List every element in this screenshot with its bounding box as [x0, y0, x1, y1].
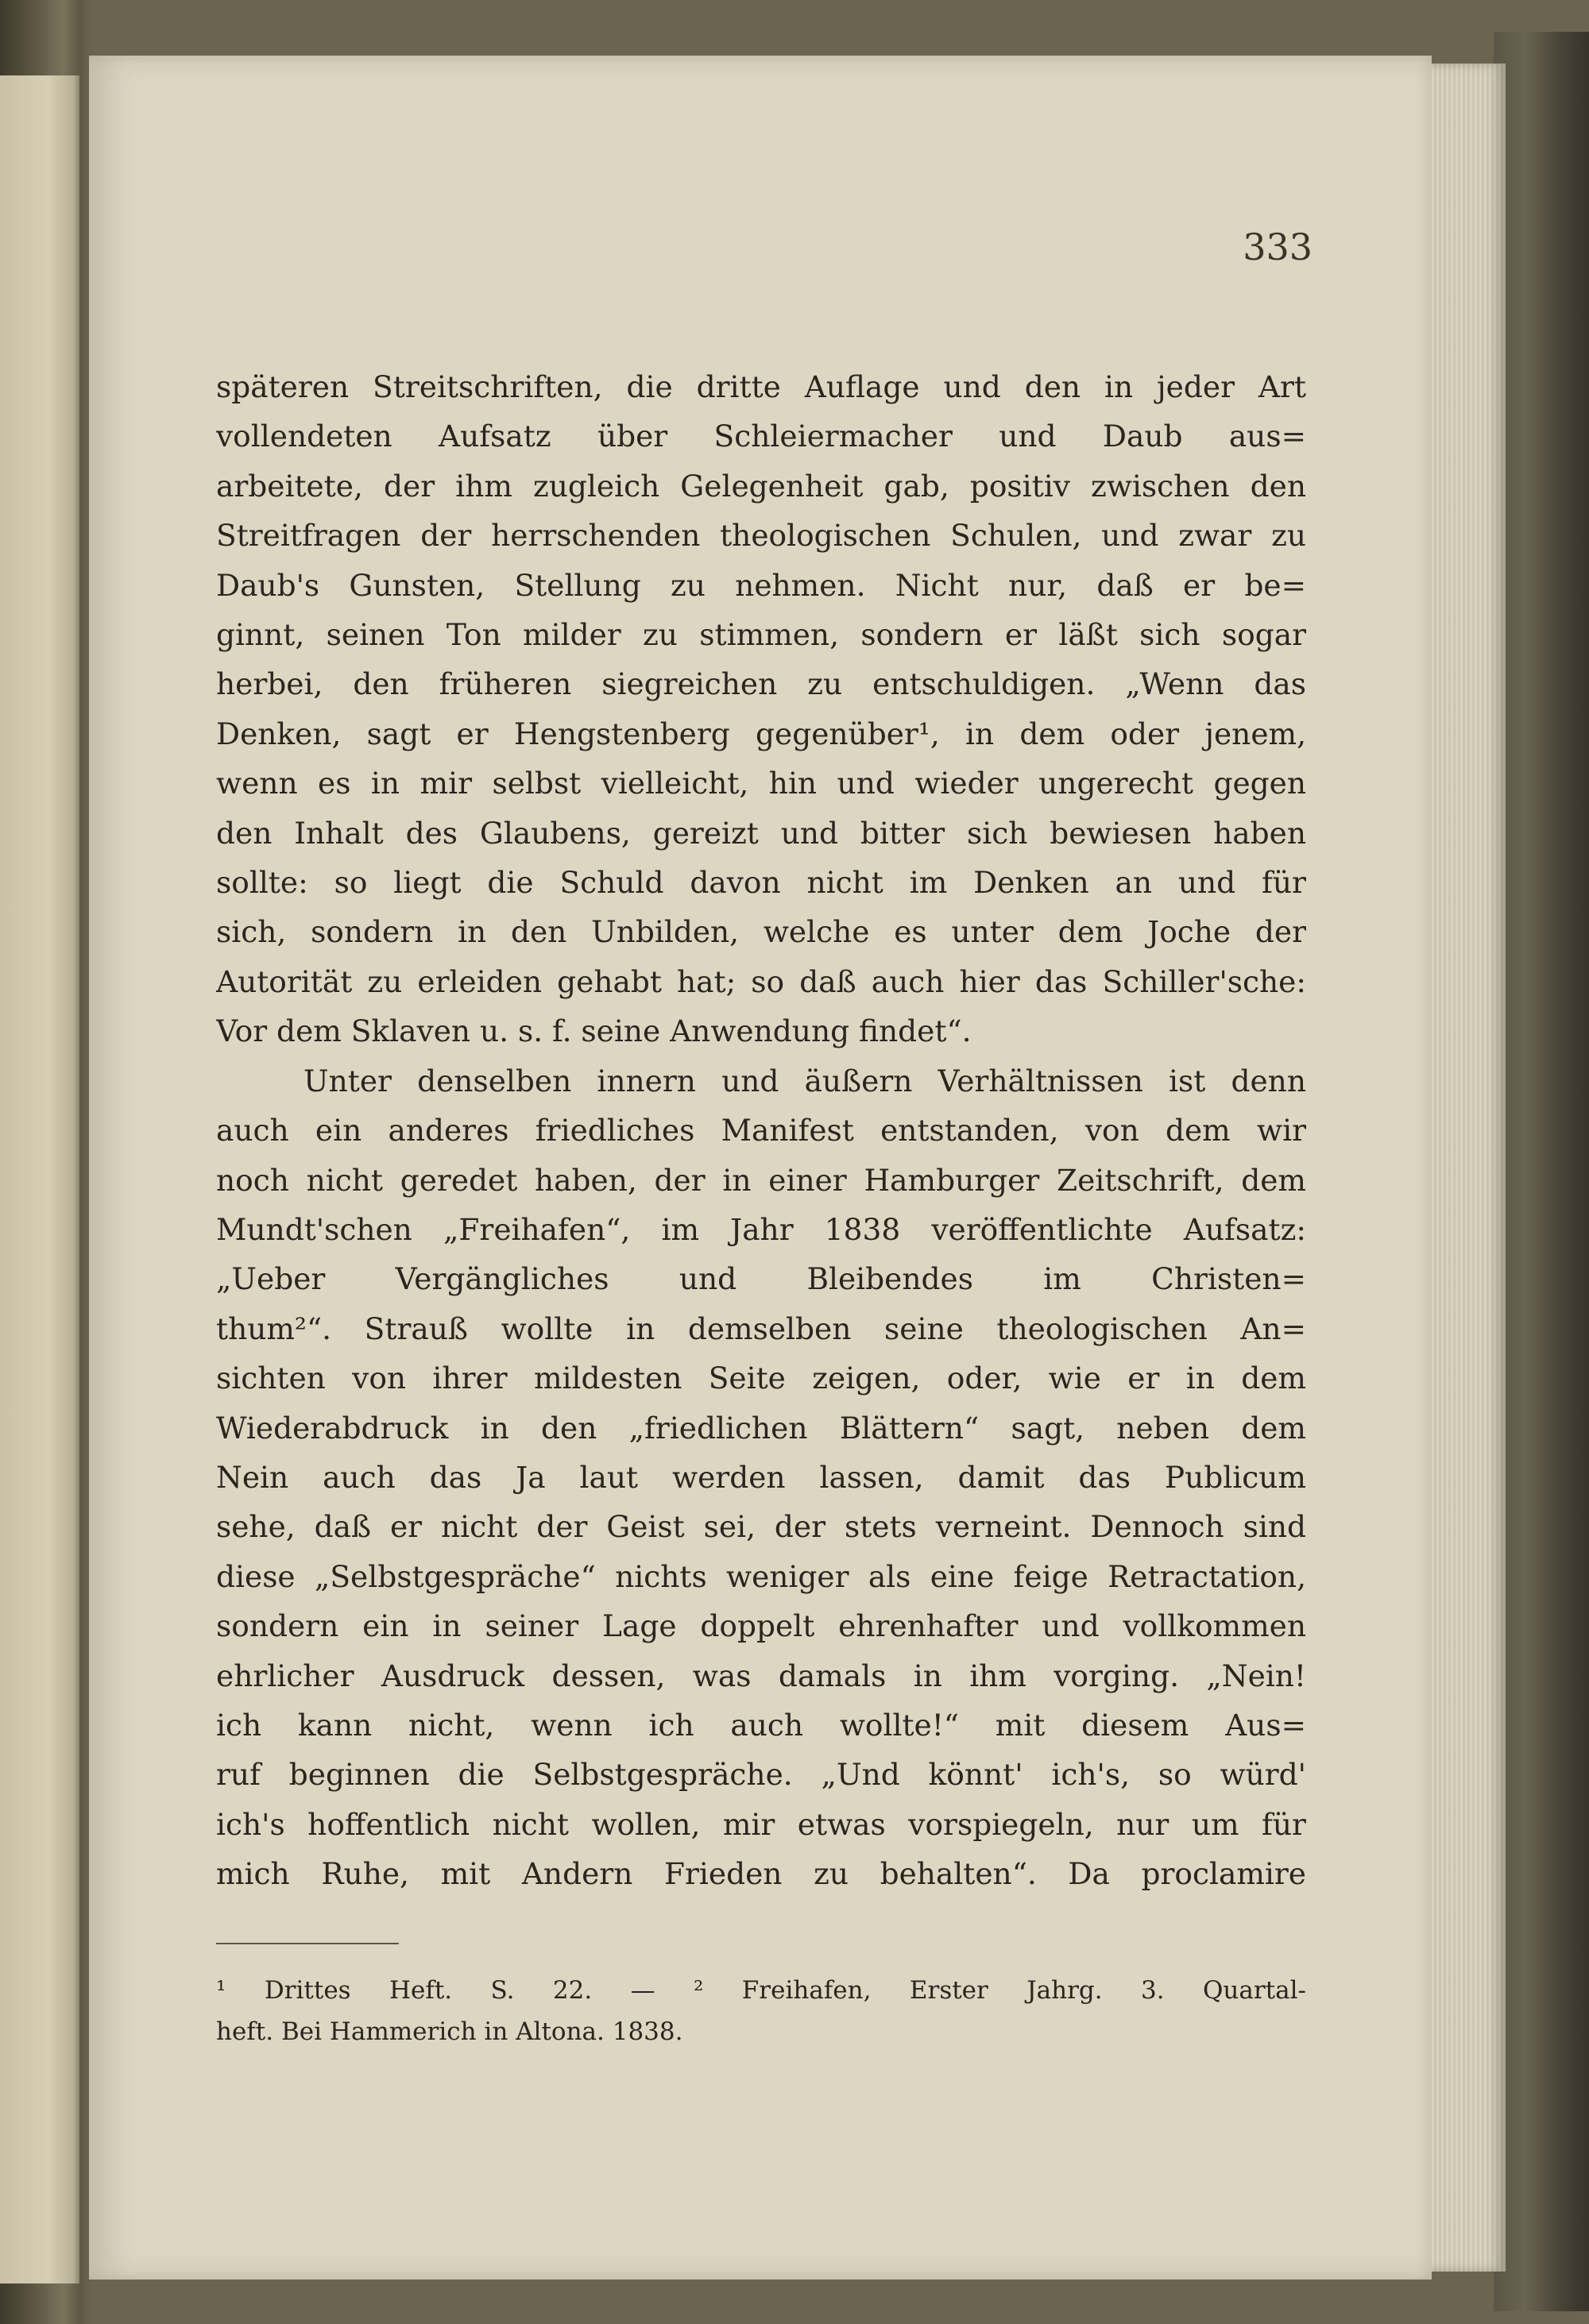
- page-stack-edge: [1422, 64, 1506, 2272]
- text-line: sehe, daß er nicht der Geist sei, der stets verneint. Dennoch sind: [216, 1509, 1306, 1545]
- text-line: ich's hoffentlich nicht wollen, mir etwas vorspiegeln, nur um für: [216, 1806, 1306, 1842]
- text-line: sondern ein in seiner Lage doppelt ehrenhafter und vollkommen: [216, 1608, 1306, 1644]
- text-line: thum²“. Strauß wollte in demselben seine theologischen An=: [216, 1311, 1306, 1346]
- text-line: wenn es in mir selbst vielleicht, hin und wieder ungerecht gegen: [216, 766, 1306, 801]
- text-line: Daub's Gunsten, Stellung zu nehmen. Nicht nur, daß er be=: [216, 567, 1306, 603]
- text-line: ehrlicher Ausdruck dessen, was damals in ihm vorging. „Nein!: [216, 1658, 1306, 1693]
- text-line: den Inhalt des Glaubens, gereizt und bitter sich bewiesen haben: [216, 815, 1306, 851]
- text-line: sichten von ihrer mildesten Seite zeigen, oder, wie er in dem: [216, 1361, 1306, 1396]
- text-line: Autorität zu erleiden gehabt hat; so daß auch hier das Schiller'sche:: [216, 963, 1306, 999]
- footnote-line: ¹ Drittes Heft. S. 22. — ² Freihafen, Erster Jahrg. 3. Quartal-: [216, 1976, 1306, 2005]
- text-line: ginnt, seinen Ton milder zu stimmen, sondern er läßt sich sogar: [216, 617, 1306, 653]
- text-line: späteren Streitschriften, die dritte Auflage und den in jeder Art: [216, 369, 1306, 404]
- text-line: ich kann nicht, wenn ich auch wollte!“ mit diesem Aus=: [216, 1707, 1306, 1743]
- text-line: sich, sondern in den Unbilden, welche es unter dem Joche der: [216, 914, 1306, 950]
- text-line: Wiederabdruck in den „friedlichen Blättern“ sagt, neben dem: [216, 1410, 1306, 1446]
- footnote-separator: [216, 1943, 399, 1944]
- text-line: vollendeten Aufsatz über Schleiermacher und Daub aus=: [216, 419, 1306, 454]
- book-page: [89, 56, 1432, 2280]
- text-line: mich Ruhe, mit Andern Frieden zu behalten“. Da proclamire: [216, 1856, 1306, 1892]
- body-text: [216, 362, 1306, 1899]
- text-line: sollte: so liegt die Schuld davon nicht im Denken an und für: [216, 865, 1306, 901]
- text-line: herbei, den früheren siegreichen zu entschuldigen. „Wenn das: [216, 666, 1306, 702]
- text-line: arbeitete, der ihm zugleich Gelegenheit gab, positiv zwischen den: [216, 468, 1306, 504]
- text-line: diese „Selbstgespräche“ nichts weniger als eine feige Retractation,: [216, 1558, 1306, 1594]
- text-line: noch nicht geredet haben, der in einer Hamburger Zeitschrift, dem: [216, 1162, 1306, 1198]
- text-line: Unter denselben innern und äußern Verhältnissen ist denn: [303, 1063, 1306, 1098]
- text-line: Vor dem Sklaven u. s. f. seine Anwendung findet“.: [216, 1013, 972, 1049]
- footnote-line: heft. Bei Hammerich in Altona. 1838.: [216, 2017, 683, 2046]
- left-page-edge: [0, 75, 79, 2283]
- text-line: „Ueber Vergängliches und Bleibendes im Christen=: [216, 1261, 1306, 1297]
- text-line: Mundt'schen „Freihafen“, im Jahr 1838 veröffentlichte Aufsatz:: [216, 1211, 1306, 1247]
- text-line: auch ein anderes friedliches Manifest entstanden, von dem wir: [216, 1113, 1306, 1148]
- page-number: 333: [1243, 226, 1313, 268]
- text-line: Nein auch das Ja laut werden lassen, damit das Publicum: [216, 1459, 1306, 1495]
- book-cover-edge: [1494, 32, 1589, 2311]
- footnotes: [216, 1970, 1306, 2052]
- text-line: Denken, sagt er Hengstenberg gegenüber¹, in dem oder jenem,: [216, 716, 1306, 751]
- text-line: ruf beginnen die Selbstgespräche. „Und könnt' ich's, so würd': [216, 1757, 1306, 1793]
- text-line: Streitfragen der herrschenden theologischen Schulen, und zwar zu: [216, 518, 1306, 554]
